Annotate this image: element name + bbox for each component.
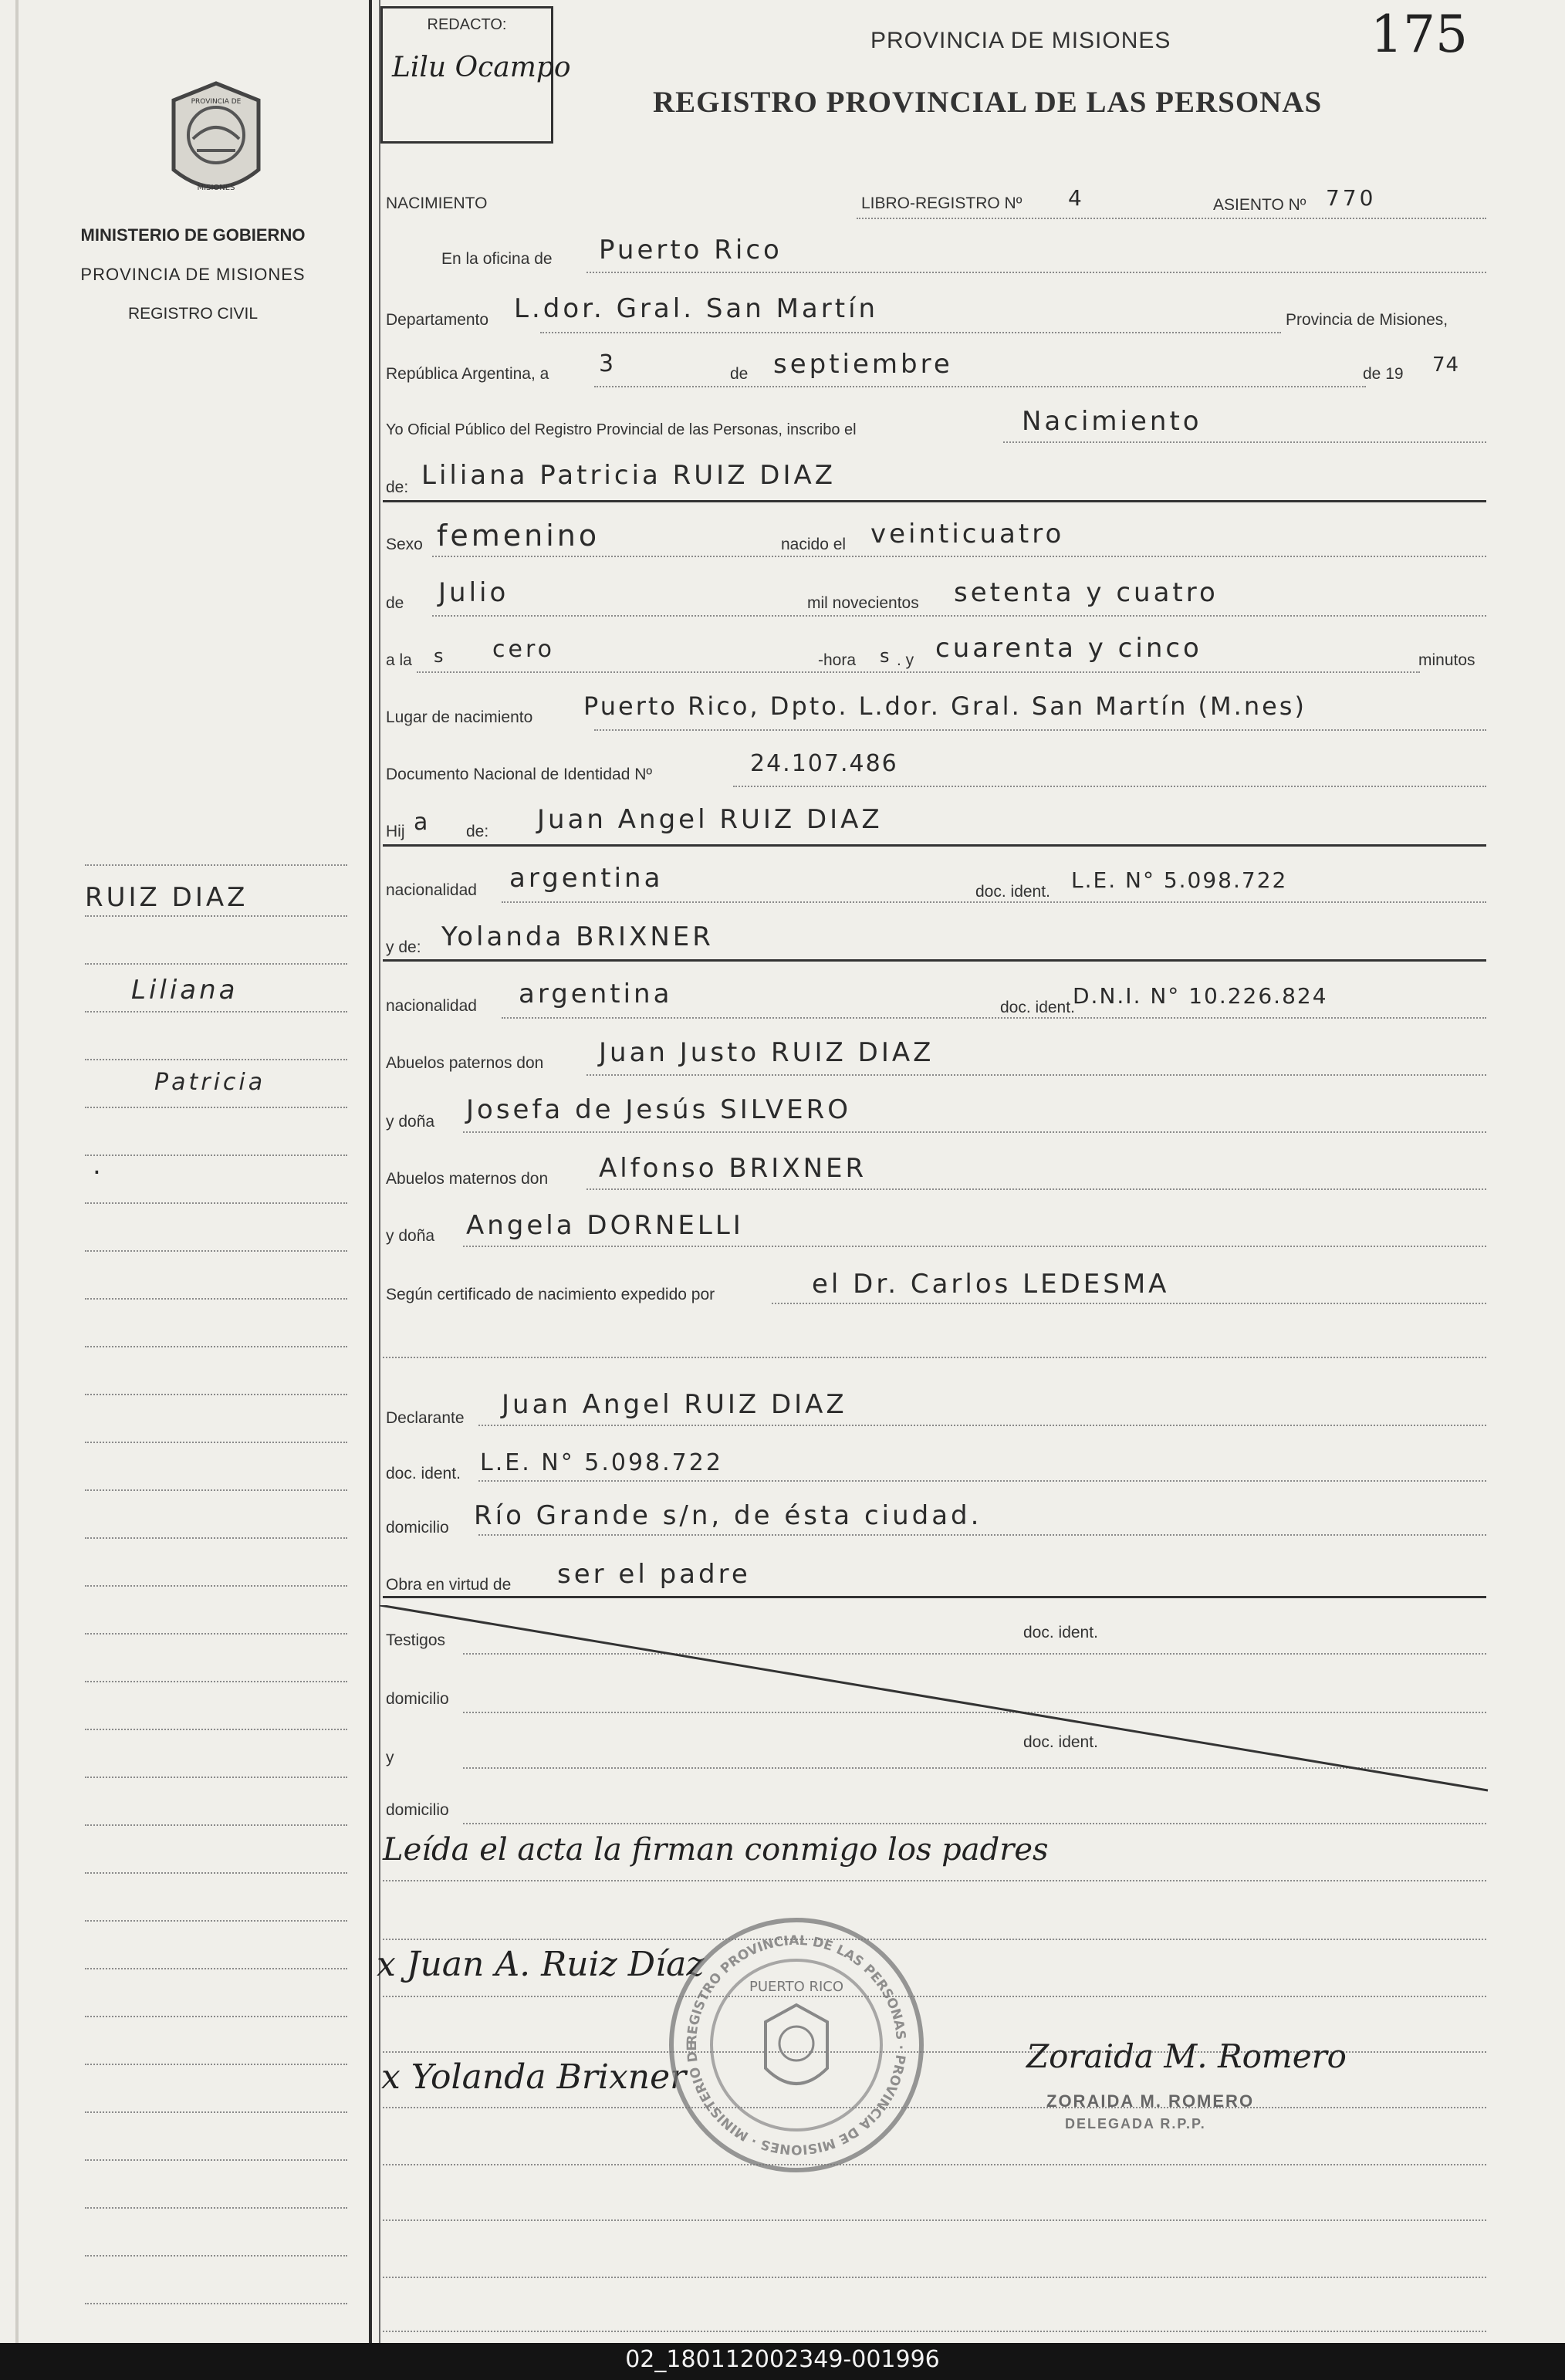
padre-doc-value: L.E. N° 5.098.722 [1071, 867, 1288, 893]
asiento-value: 770 [1326, 185, 1377, 211]
seal-center-text: PUERTO RICO [749, 1979, 844, 1995]
lugar-value: Puerto Rico, Dpto. L.dor. Gral. San Martín (M.nes) [583, 691, 1306, 721]
anio-value: 74 [1432, 353, 1460, 377]
oficial-value: Nacimiento [1022, 406, 1202, 437]
abmat-label: Abuelos maternos don [386, 1170, 549, 1188]
svg-text:REGISTRO PROVINCIAL DE LAS PER [665, 1914, 908, 2157]
sexo-value: femenino [437, 519, 600, 553]
de-label: de [730, 365, 749, 383]
testigo2-doc-label: doc. ident. [1023, 1733, 1098, 1751]
alas-s: s [434, 645, 447, 667]
nombre-value: Liliana Patricia RUIZ DIAZ [421, 460, 837, 491]
republica-label: República Argentina, a [386, 365, 549, 383]
y-testigo-label: y [386, 1749, 394, 1766]
margin-rule-inner [379, 0, 380, 2343]
official-role-stamp: DELEGADA R.P.P. [1065, 2116, 1206, 2132]
hij-a: a [414, 809, 431, 836]
obra-label: Obra en virtud de [386, 1576, 512, 1594]
abpat-dona-value: Josefa de Jesús SILVERO [466, 1094, 852, 1125]
testigo2-domicilio-label: domicilio [386, 1801, 449, 1819]
hij-de-label: de: [466, 823, 489, 840]
mes-value: septiembre [773, 349, 953, 380]
hora-label: -hora [818, 651, 857, 669]
ydona-label-1: y doña [386, 1113, 435, 1131]
section-label: NACIMIENTO [386, 194, 488, 212]
yde-label: y de: [386, 938, 421, 956]
mil-label: mil novecientos [807, 594, 919, 612]
cert-label: Según certificado de nacimiento expedido por [386, 1286, 715, 1303]
alas-label: a la [386, 651, 412, 669]
cert-value: el Dr. Carlos LEDESMA [812, 1269, 1170, 1300]
dia-value: 3 [599, 350, 617, 377]
province-emblem [158, 77, 274, 208]
dni-label: Documento Nacional de Identidad Nº [386, 766, 653, 783]
seal-ring-text: REGISTRO PROVINCIAL DE LAS PERSONAS · PROVINCIA DE MISIONES · MINISTERIO DE [684, 1932, 909, 2158]
redacto-label: REDACTO: [427, 16, 507, 33]
signature-father: x Juan A. Ruiz Díaz [377, 1945, 705, 1984]
dni-value: 24.107.486 [750, 750, 898, 777]
padre-doc-label: doc. ident. [975, 883, 1050, 901]
ydona-label-2: y doña [386, 1227, 435, 1245]
hora-value: cero [492, 636, 555, 663]
mil-value: setenta y cuatro [954, 577, 1219, 608]
de2-label: de: [386, 478, 409, 496]
page-fold [15, 0, 19, 2343]
oficina-value: Puerto Rico [599, 235, 782, 265]
asiento-label: ASIENTO Nº [1213, 196, 1306, 214]
testigos-label: Testigos [386, 1631, 446, 1649]
testigo1-doc-label: doc. ident. [1023, 1624, 1098, 1641]
domicilio-label: domicilio [386, 1519, 449, 1537]
official-seal [665, 1914, 928, 2176]
margin-given-1: Liliana [131, 975, 238, 1006]
madre-doc-value: D.N.I. N° 10.226.824 [1073, 983, 1328, 1009]
abmat-value: Alfonso BRIXNER [599, 1153, 867, 1184]
abpat-label: Abuelos paternos don [386, 1054, 544, 1072]
de3-label: de [386, 594, 404, 612]
abpat-value: Juan Justo RUIZ DIAZ [599, 1037, 935, 1068]
hora-s: s [880, 645, 893, 667]
hij-label: Hij [386, 823, 405, 840]
margin-given-2: Patricia [154, 1069, 266, 1096]
margin-dot: . [93, 1150, 104, 1181]
province-title: PROVINCIA DE MISIONES [870, 28, 1171, 53]
sidebar-province: PROVINCIA DE MISIONES [80, 265, 306, 284]
oficial-label: Yo Oficial Público del Registro Provincial de las Personas, inscribo el [386, 421, 857, 438]
lugar-label: Lugar de nacimiento [386, 708, 533, 726]
provincia-label: Provincia de Misiones, [1286, 311, 1448, 329]
domicilio-value: Río Grande s/n, de ésta ciudad. [474, 1500, 982, 1531]
declarante-value: Juan Angel RUIZ DIAZ [502, 1389, 847, 1420]
decl-doc-value: L.E. N° 5.098.722 [480, 1449, 723, 1476]
signature-official: Zoraida M. Romero [1026, 2037, 1347, 2075]
libro-label: LIBRO-REGISTRO Nº [861, 194, 1022, 212]
madre-nac-value: argentina [519, 979, 673, 1009]
minutos-label: minutos [1418, 651, 1475, 669]
madre-value: Yolanda BRIXNER [441, 921, 714, 952]
image-caption: 02_180112002349-001996 [625, 2346, 940, 2373]
leida-text: Leída el acta la firman conmigo los padres [383, 1832, 1049, 1868]
sidebar-civil: REGISTRO CIVIL [127, 305, 259, 323]
anio-label: de 19 [1363, 365, 1404, 383]
declarante-label: Declarante [386, 1409, 465, 1427]
oficina-label: En la oficina de [441, 250, 553, 268]
emblem-top-text: PROVINCIA DE [191, 98, 242, 106]
registry-title: REGISTRO PROVINCIAL DE LAS PERSONAS [653, 86, 1323, 119]
padre-nac-value: argentina [509, 863, 664, 894]
margin-surname: RUIZ DIAZ [85, 882, 248, 913]
obra-value: ser el padre [557, 1559, 751, 1590]
minutos-value: cuarenta y cinco [935, 633, 1202, 664]
padre-value: Juan Angel RUIZ DIAZ [537, 804, 883, 835]
decl-doc-label: doc. ident. [386, 1465, 461, 1482]
departamento-label: Departamento [386, 311, 489, 329]
libro-value: 4 [1068, 185, 1085, 211]
witness-cancel-line [380, 1605, 1491, 1810]
redacto-signature: Lilu Ocampo [392, 52, 571, 83]
madre-doc-label: doc. ident. [1000, 999, 1075, 1016]
redacto-box [380, 6, 571, 144]
nacido-label: nacido el [781, 536, 847, 553]
official-name-stamp: ZORAIDA M. ROMERO [1046, 2091, 1255, 2111]
signature-mother: x Yolanda Brixner [381, 2057, 687, 2097]
emblem-bottom-text: MISIONES [197, 184, 235, 192]
margin-rule [369, 0, 372, 2343]
testigo1-domicilio-label: domicilio [386, 1690, 449, 1708]
mes-nac-value: Julio [438, 577, 509, 608]
ministry-label: MINISTERIO DE GOBIERNO [80, 225, 306, 245]
departamento-value: L.dor. Gral. San Martín [514, 293, 879, 324]
padre-nac-label: nacionalidad [386, 881, 477, 899]
nacido-value: veinticuatro [870, 519, 1065, 549]
abmat-dona-value: Angela DORNELLI [466, 1210, 744, 1241]
sexo-label: Sexo [386, 536, 423, 553]
madre-nac-label: nacionalidad [386, 997, 477, 1015]
folio-number: 175 [1371, 5, 1468, 64]
y-label: . y [897, 651, 914, 669]
